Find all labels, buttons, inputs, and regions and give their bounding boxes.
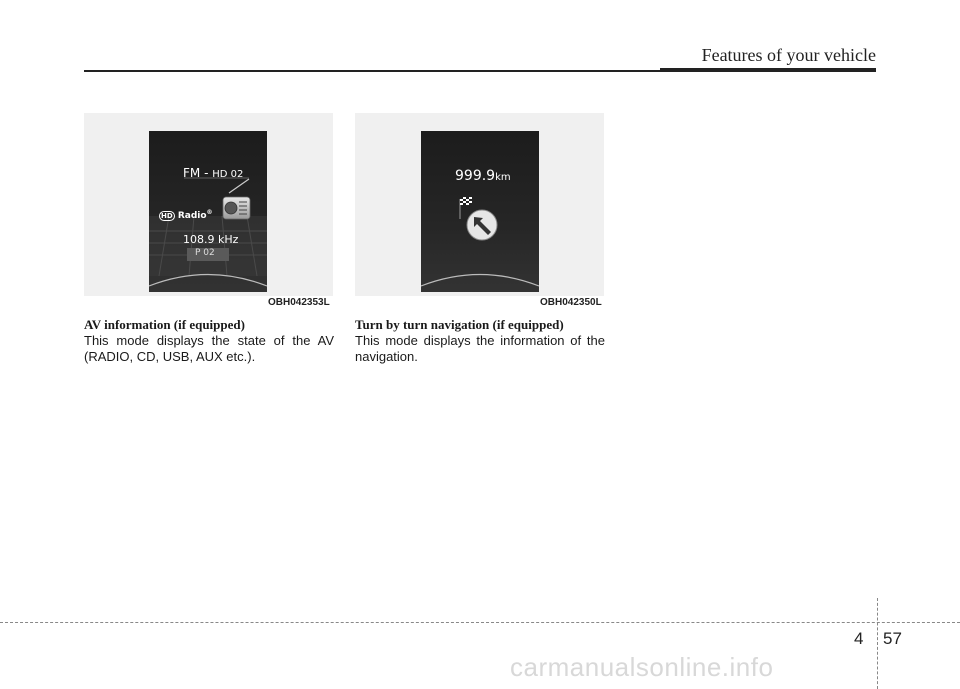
radio-icon: [223, 179, 250, 219]
nav-distance: 999.9: [455, 168, 496, 184]
figure-code-right: OBH042350L: [540, 297, 602, 308]
av-band: FM: [183, 166, 201, 180]
page-header-title: Features of your vehicle: [701, 45, 876, 65]
footer-divider: [877, 598, 878, 689]
nav-display-graphic: [421, 131, 539, 292]
av-channel: HD 02: [212, 169, 244, 180]
nav-distance-line: [455, 165, 511, 184]
section-body-av: This mode displays the state of the AV (RADIO, CD, USB, AUX etc.).: [84, 333, 334, 364]
av-preset: P 02: [195, 248, 215, 258]
av-display-screen: [149, 131, 267, 292]
figure-code-left: OBH042353L: [268, 297, 330, 308]
nav-display-screen: [421, 131, 539, 292]
chapter-number: 4: [854, 629, 864, 648]
watermark: carmanualsonline.info: [510, 652, 774, 682]
registered-mark: ®: [206, 209, 213, 216]
hd-radio-logo: [159, 209, 213, 221]
nav-unit: km: [495, 172, 511, 183]
radio-label: Radio: [177, 211, 207, 221]
av-band-line: [183, 166, 243, 180]
turn-arrow-icon: [467, 210, 497, 240]
av-frequency: 108.9 kHz: [183, 233, 239, 246]
section-title-nav: Turn by turn navigation (if equipped): [355, 317, 564, 332]
av-separator: -: [204, 166, 209, 180]
bottom-glow: [421, 277, 539, 292]
bottom-glow: [149, 277, 267, 292]
section-title-av: AV information (if equipped): [84, 317, 245, 332]
page-number: 57: [883, 629, 902, 648]
hd-prefix: HD: [161, 212, 173, 220]
header-rule-accent: [660, 68, 876, 72]
footer-rule: [0, 622, 960, 623]
section-body-nav: This mode displays the information of the navigation.: [355, 333, 605, 364]
